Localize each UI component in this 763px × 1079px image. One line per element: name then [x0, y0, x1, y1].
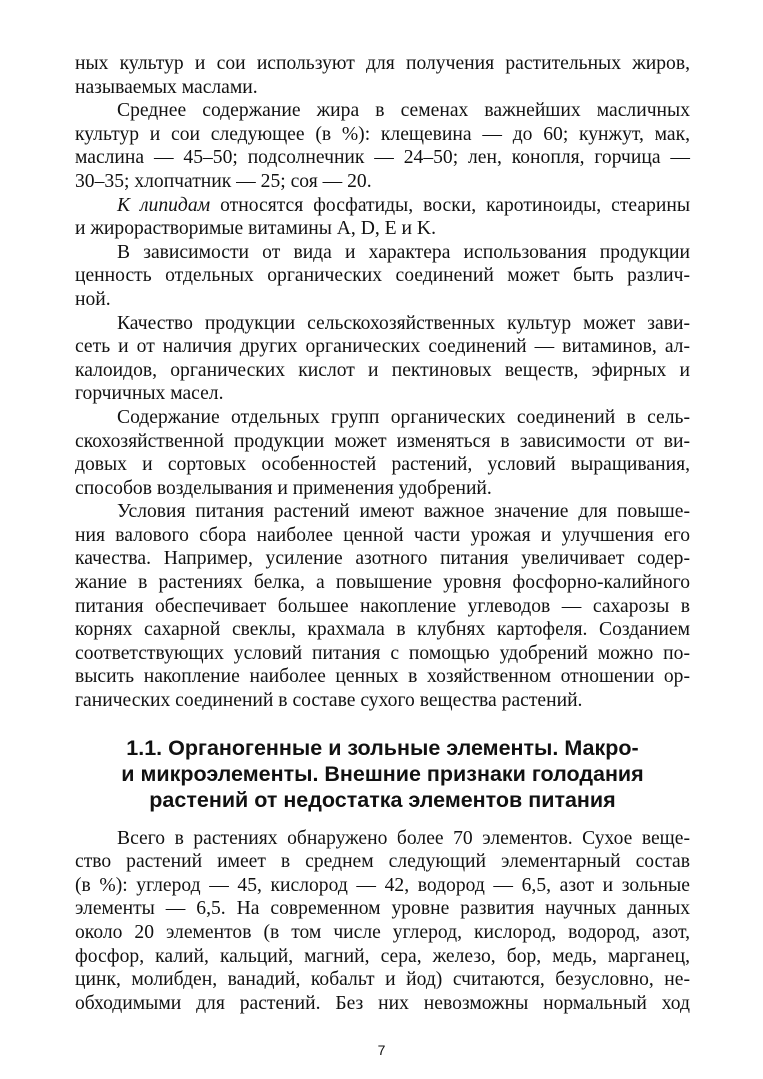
text-line: Всего в растениях обнаружено более 70 элементов. Сухое веще-: [117, 827, 690, 849]
paragraph-content-variation: [75, 406, 690, 500]
text-line: корнях сахарной свеклы, крахмала в клубнях картофеля. Созданием: [75, 619, 690, 641]
heading-line: 1.1. Органогенные и зольные элементы. Макро-: [126, 735, 639, 760]
text-line: сеть и от наличия других органических соединений — витаминов, ал-: [75, 336, 690, 358]
text-line: называемых маслами.: [75, 76, 258, 98]
page-body: [75, 52, 690, 1015]
paragraph-nutrition: [75, 500, 690, 712]
text-line: В зависимости от вида и характера использования продукции: [117, 241, 690, 263]
text-line: Условия питания растений имеют важное значение для повыше-: [117, 501, 690, 523]
text-line: цинк, молибден, ванадий, кобальт и йод) считаются, безусловно, не-: [75, 969, 690, 991]
text-line: горчичных масел.: [75, 383, 224, 405]
text-fragment: относятся фосфатиды, воски, каротиноиды, стеарины: [210, 194, 690, 216]
section-heading: [75, 735, 690, 813]
paragraph-fats-end: [75, 52, 690, 99]
text-line: способов возделывания и применения удобрений.: [75, 477, 492, 499]
text-line: ния валового сбора наиболее ценной части урожая и улучшения его: [75, 524, 690, 546]
text-line: [75, 194, 690, 218]
text-line: и жирорастворимые витамины A, D, E и K.: [75, 218, 436, 240]
paragraph-quality: [75, 312, 690, 406]
text-line: маслина — 45–50; подсолнечник — 24–50; лен, конопля, горчица —: [75, 147, 690, 169]
heading-line: и микроэлементы. Внешние признаки голодания: [121, 761, 644, 786]
text-line: (в %): углерод — 45, кислород — 42, водород — 6,5, азот и зольные: [75, 874, 690, 896]
heading-line: растений от недостатка элементов питания: [149, 787, 616, 812]
text-line: ных культур и сои используют для получения растительных жиров,: [75, 53, 690, 74]
paragraph-fat-content: [75, 99, 690, 193]
text-line: фосфор, калий, кальций, магний, сера, железо, бор, медь, марганец,: [75, 945, 690, 967]
text-line: ганических соединений в составе сухого вещества растений.: [75, 690, 583, 712]
text-line: элементы — 6,5. На современном уровне развития научных данных: [75, 898, 690, 920]
text-line: высить накопление наиболее ценных в хозяйственном отношении ор-: [75, 666, 690, 688]
italic-term: К липидам: [117, 194, 211, 216]
text-line: ценность отдельных органических соединений может быть различ-: [75, 265, 690, 287]
text-line: калоидов, органических кислот и пектиновых веществ, эфирных и: [75, 359, 690, 381]
paragraph-lipids: [75, 194, 690, 241]
text-line: Содержание отдельных групп органических соединений в сель-: [117, 406, 690, 428]
text-line: соответствующих условий питания с помощью удобрений можно по-: [75, 642, 690, 664]
paragraph-elements: [75, 827, 690, 1016]
text-line: жание в растениях белка, а повышение уровня фосфорно-калийного: [75, 572, 690, 594]
text-line: обходимыми для растений. Без них невозможны нормальный ход: [75, 992, 690, 1014]
text-line: качества. Например, усиление азотного питания увеличивает содер-: [75, 548, 690, 570]
text-line: ной.: [75, 288, 111, 310]
text-line: довых и сортовых особенностей растений, условий выращивания,: [75, 454, 690, 476]
text-line: ство растений имеет в среднем следующий элементарный состав: [75, 851, 690, 873]
text-line: скохозяйственной продукции может изменяться в зависимости от ви-: [75, 430, 690, 452]
text-line: Среднее содержание жира в семенах важнейших масличных: [117, 100, 690, 122]
page-number: 7: [377, 1042, 386, 1058]
text-line: около 20 элементов (в том числе углерод, кислород, водород, азот,: [75, 922, 690, 943]
text-line: Качество продукции сельскохозяйственных культур может зави-: [117, 312, 690, 334]
text-line: культур и сои следующее (в %): клещевина — до 60; кунжут, мак,: [75, 123, 690, 145]
paragraph-usage: [75, 241, 690, 312]
text-line: питания обеспечивает большее накопление углеводов — сахарозы в: [75, 595, 690, 617]
text-line: 30–35; хлопчатник — 25; соя — 20.: [75, 170, 372, 192]
